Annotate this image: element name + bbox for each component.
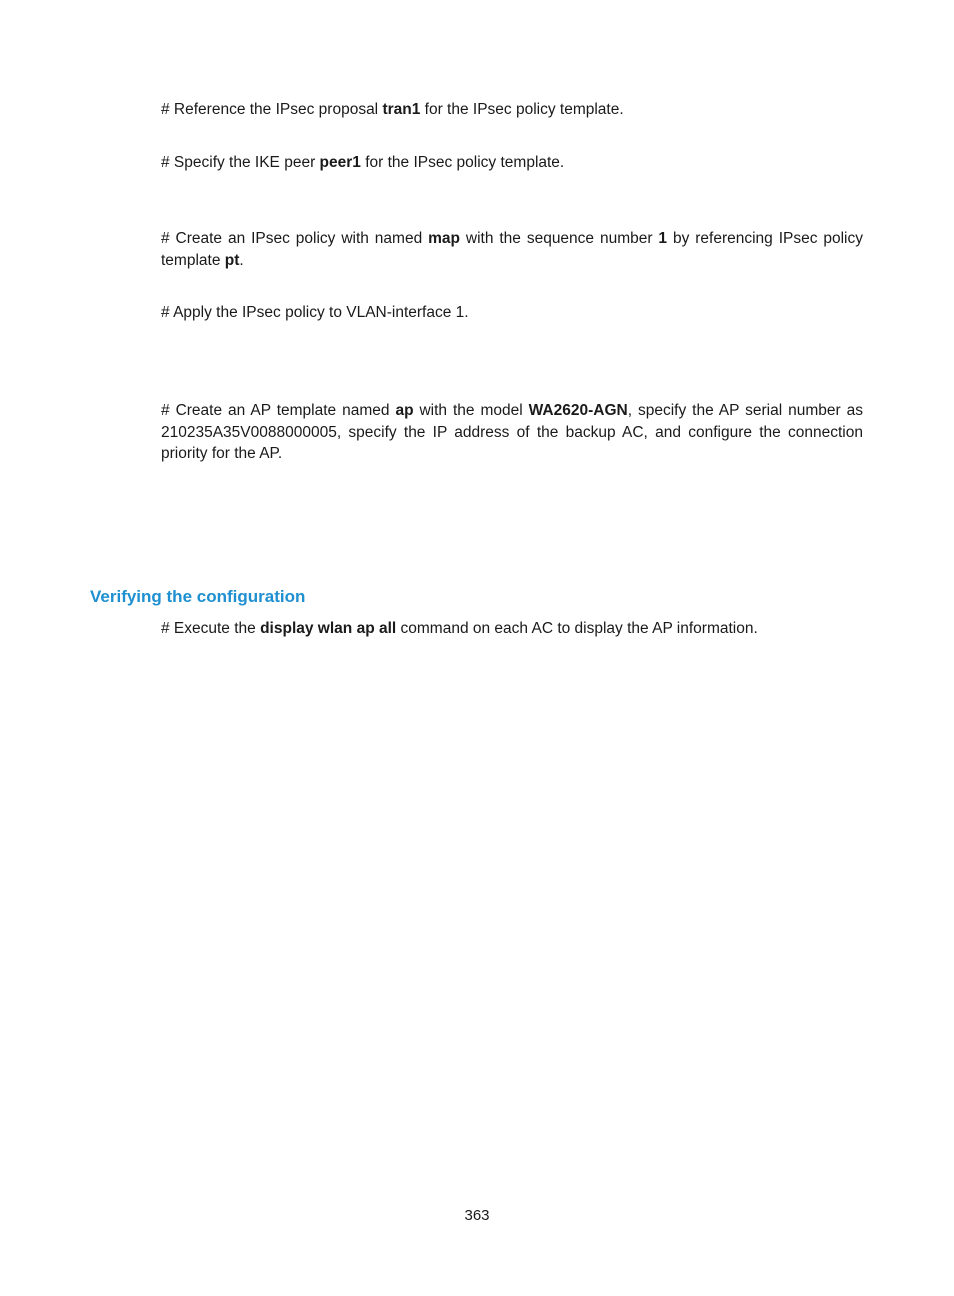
- text: for the IPsec policy template.: [360, 154, 565, 171]
- text: # Apply the IPsec policy to VLAN-interface 1.: [161, 304, 469, 321]
- keyword-proposal: tran1: [382, 101, 421, 118]
- text: # Create an IPsec policy with named: [161, 230, 429, 247]
- text: # Create an AP template named: [161, 402, 396, 419]
- text: # Execute the: [161, 620, 261, 637]
- text: with the model: [413, 402, 529, 419]
- keyword-command: display wlan ap all: [260, 620, 397, 637]
- keyword-ap-model: WA2620-AGN: [528, 402, 628, 419]
- paragraph-execute-display: [161, 618, 863, 640]
- paragraph-create-ipsec-policy: [161, 228, 863, 271]
- paragraph-create-ap-template: [161, 400, 863, 465]
- paragraph-specify-ike-peer: [161, 152, 863, 174]
- keyword-policy-name: map: [428, 230, 460, 247]
- paragraph-apply-ipsec-policy: [161, 302, 863, 324]
- keyword-ap-name: ap: [395, 402, 414, 419]
- text: , specify the AP serial number as 210235A35V0088000005, specify the IP address of the backup AC, and configure the connection priority for the AP.: [161, 402, 863, 462]
- page-number: 363: [464, 1207, 490, 1224]
- keyword-template: pt: [224, 251, 240, 269]
- text: by referencing IPsec policy template: [161, 230, 863, 269]
- keyword-sequence-number: 1: [658, 230, 668, 247]
- paragraph-reference-proposal: [161, 99, 863, 121]
- section-heading: Verifying the configuration: [90, 587, 306, 606]
- text: for the IPsec policy template.: [420, 101, 624, 118]
- text: command on each AC to display the AP information.: [396, 620, 758, 637]
- text: # Specify the IKE peer: [161, 154, 320, 171]
- text: .: [239, 251, 244, 269]
- text: # Reference the IPsec proposal: [161, 101, 383, 118]
- keyword-peer: peer1: [319, 154, 361, 171]
- text: with the sequence number: [459, 230, 659, 247]
